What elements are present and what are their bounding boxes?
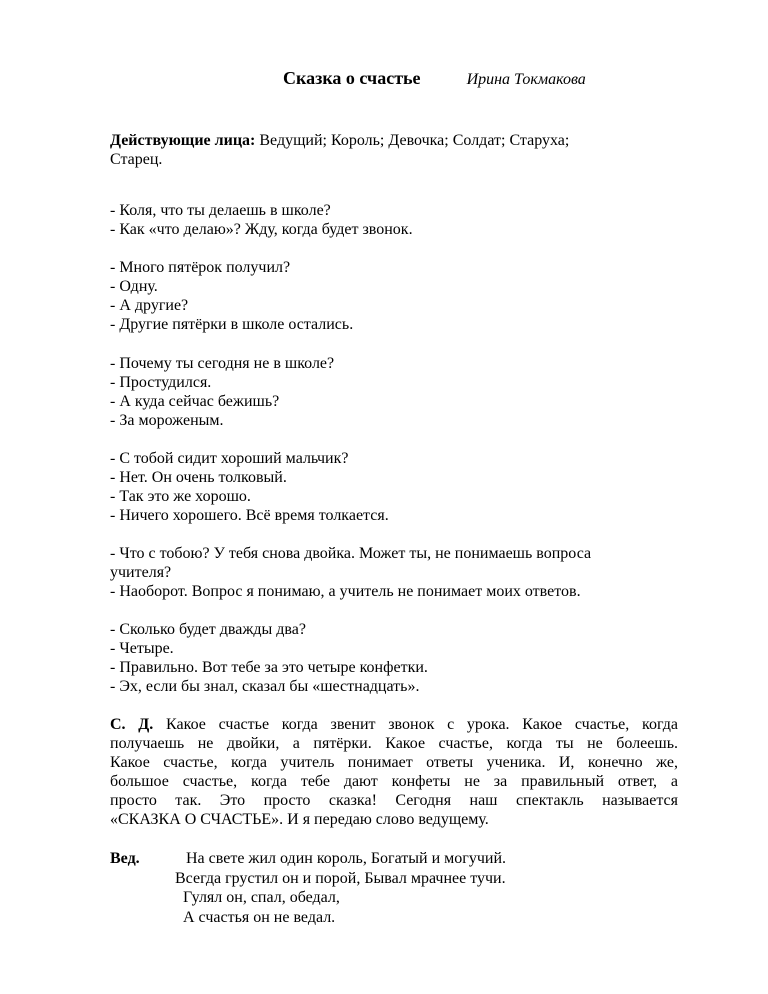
verse-line: На свете жил один король, Богатый и могучий.: [186, 850, 507, 867]
cast-text-line2: Старец.: [110, 151, 163, 168]
dialogue-line: - А куда сейчас бежишь?: [110, 393, 280, 410]
dialogue-line: - Наоборот. Вопрос я понимаю, а учитель не понимает моих ответов.: [110, 583, 581, 600]
dialogue-block: [110, 449, 678, 525]
verse-line: Всегда грустил он и порой, Бывал мрачнее тучи.: [175, 869, 506, 887]
sd-label: С. Д.: [110, 716, 154, 733]
play-title: Сказка о счастье: [283, 68, 421, 88]
dialogue-line: - Одну.: [110, 278, 158, 295]
sd-line: Какое счастье, когда учитель понимает ответы ученика. И, конечно же,: [110, 754, 678, 771]
cast-list: [110, 131, 678, 169]
dialogue-line: - Ничего хорошего. Всё время толкается.: [110, 507, 389, 524]
ved-verse: [110, 849, 678, 927]
title-row: [283, 67, 586, 91]
dialogue-line: - Сколько будет дважды два?: [110, 621, 306, 638]
dialogue-line: - Что с тобою? У тебя снова двойка. Может ты, не понимаешь вопроса: [110, 545, 592, 562]
sd-line: просто так. Это просто сказка! Сегодня наш спектакль называется: [110, 792, 678, 809]
cast-label: Действующие лица:: [110, 132, 256, 149]
sd-line: получаешь не двойки, а пятёрки. Какое счастье, когда ты не болеешь.: [110, 735, 678, 752]
verse-line: А счастья он не ведал.: [183, 908, 336, 926]
sd-line: большое счастье, когда тебе дают конфеты не за правильный ответ, а: [110, 773, 678, 790]
dialogue-line: - Коля, что ты делаешь в школе?: [110, 202, 331, 219]
author-name: Ирина Токмакова: [466, 71, 586, 88]
ved-label: Вед.: [110, 850, 140, 867]
dialogue-line: - С тобой сидит хороший мальчик?: [110, 450, 349, 467]
dialogue-line: - Простудился.: [110, 374, 212, 391]
dialogue-block: [110, 201, 678, 239]
dialogue-line: - Нет. Он очень толковый.: [110, 469, 287, 486]
dialogue-block: [110, 620, 678, 696]
sd-line: «СКАЗКА О СЧАСТЬЕ». И я передаю слово ведущему.: [110, 811, 489, 828]
dialogue-line: - Почему ты сегодня не в школе?: [110, 355, 335, 372]
dialogue-line: учителя?: [110, 564, 172, 581]
verse-line: Гулял он, спал, обедал,: [183, 889, 340, 906]
dialogue-line: - Четыре.: [110, 640, 174, 657]
dialogue-line: - Так это же хорошо.: [110, 488, 251, 505]
dialogue-line: - Другие пятёрки в школе остались.: [110, 316, 354, 333]
dialogue-line: - За мороженым.: [110, 412, 224, 429]
dialogue-block: [110, 258, 678, 334]
sd-line: Какое счастье когда звенит звонок с урока. Какое счастье, когда: [153, 716, 678, 733]
dialogue-line: - Правильно. Вот тебе за это четыре конфетки.: [110, 659, 428, 676]
cast-text-line1: Ведущий; Король; Девочка; Солдат; Старуха;: [255, 132, 570, 149]
dialogue-line: - А другие?: [110, 297, 189, 314]
dialogue-block: [110, 354, 678, 430]
sd-paragraph: [110, 715, 678, 829]
dialogue-line: - Как «что делаю»? Жду, когда будет звонок.: [110, 221, 413, 238]
dialogue-line: - Эх, если бы знал, сказал бы «шестнадцать».: [110, 678, 420, 695]
dialogue-line: - Много пятёрок получил?: [110, 259, 291, 276]
dialogue-block: [110, 544, 678, 601]
